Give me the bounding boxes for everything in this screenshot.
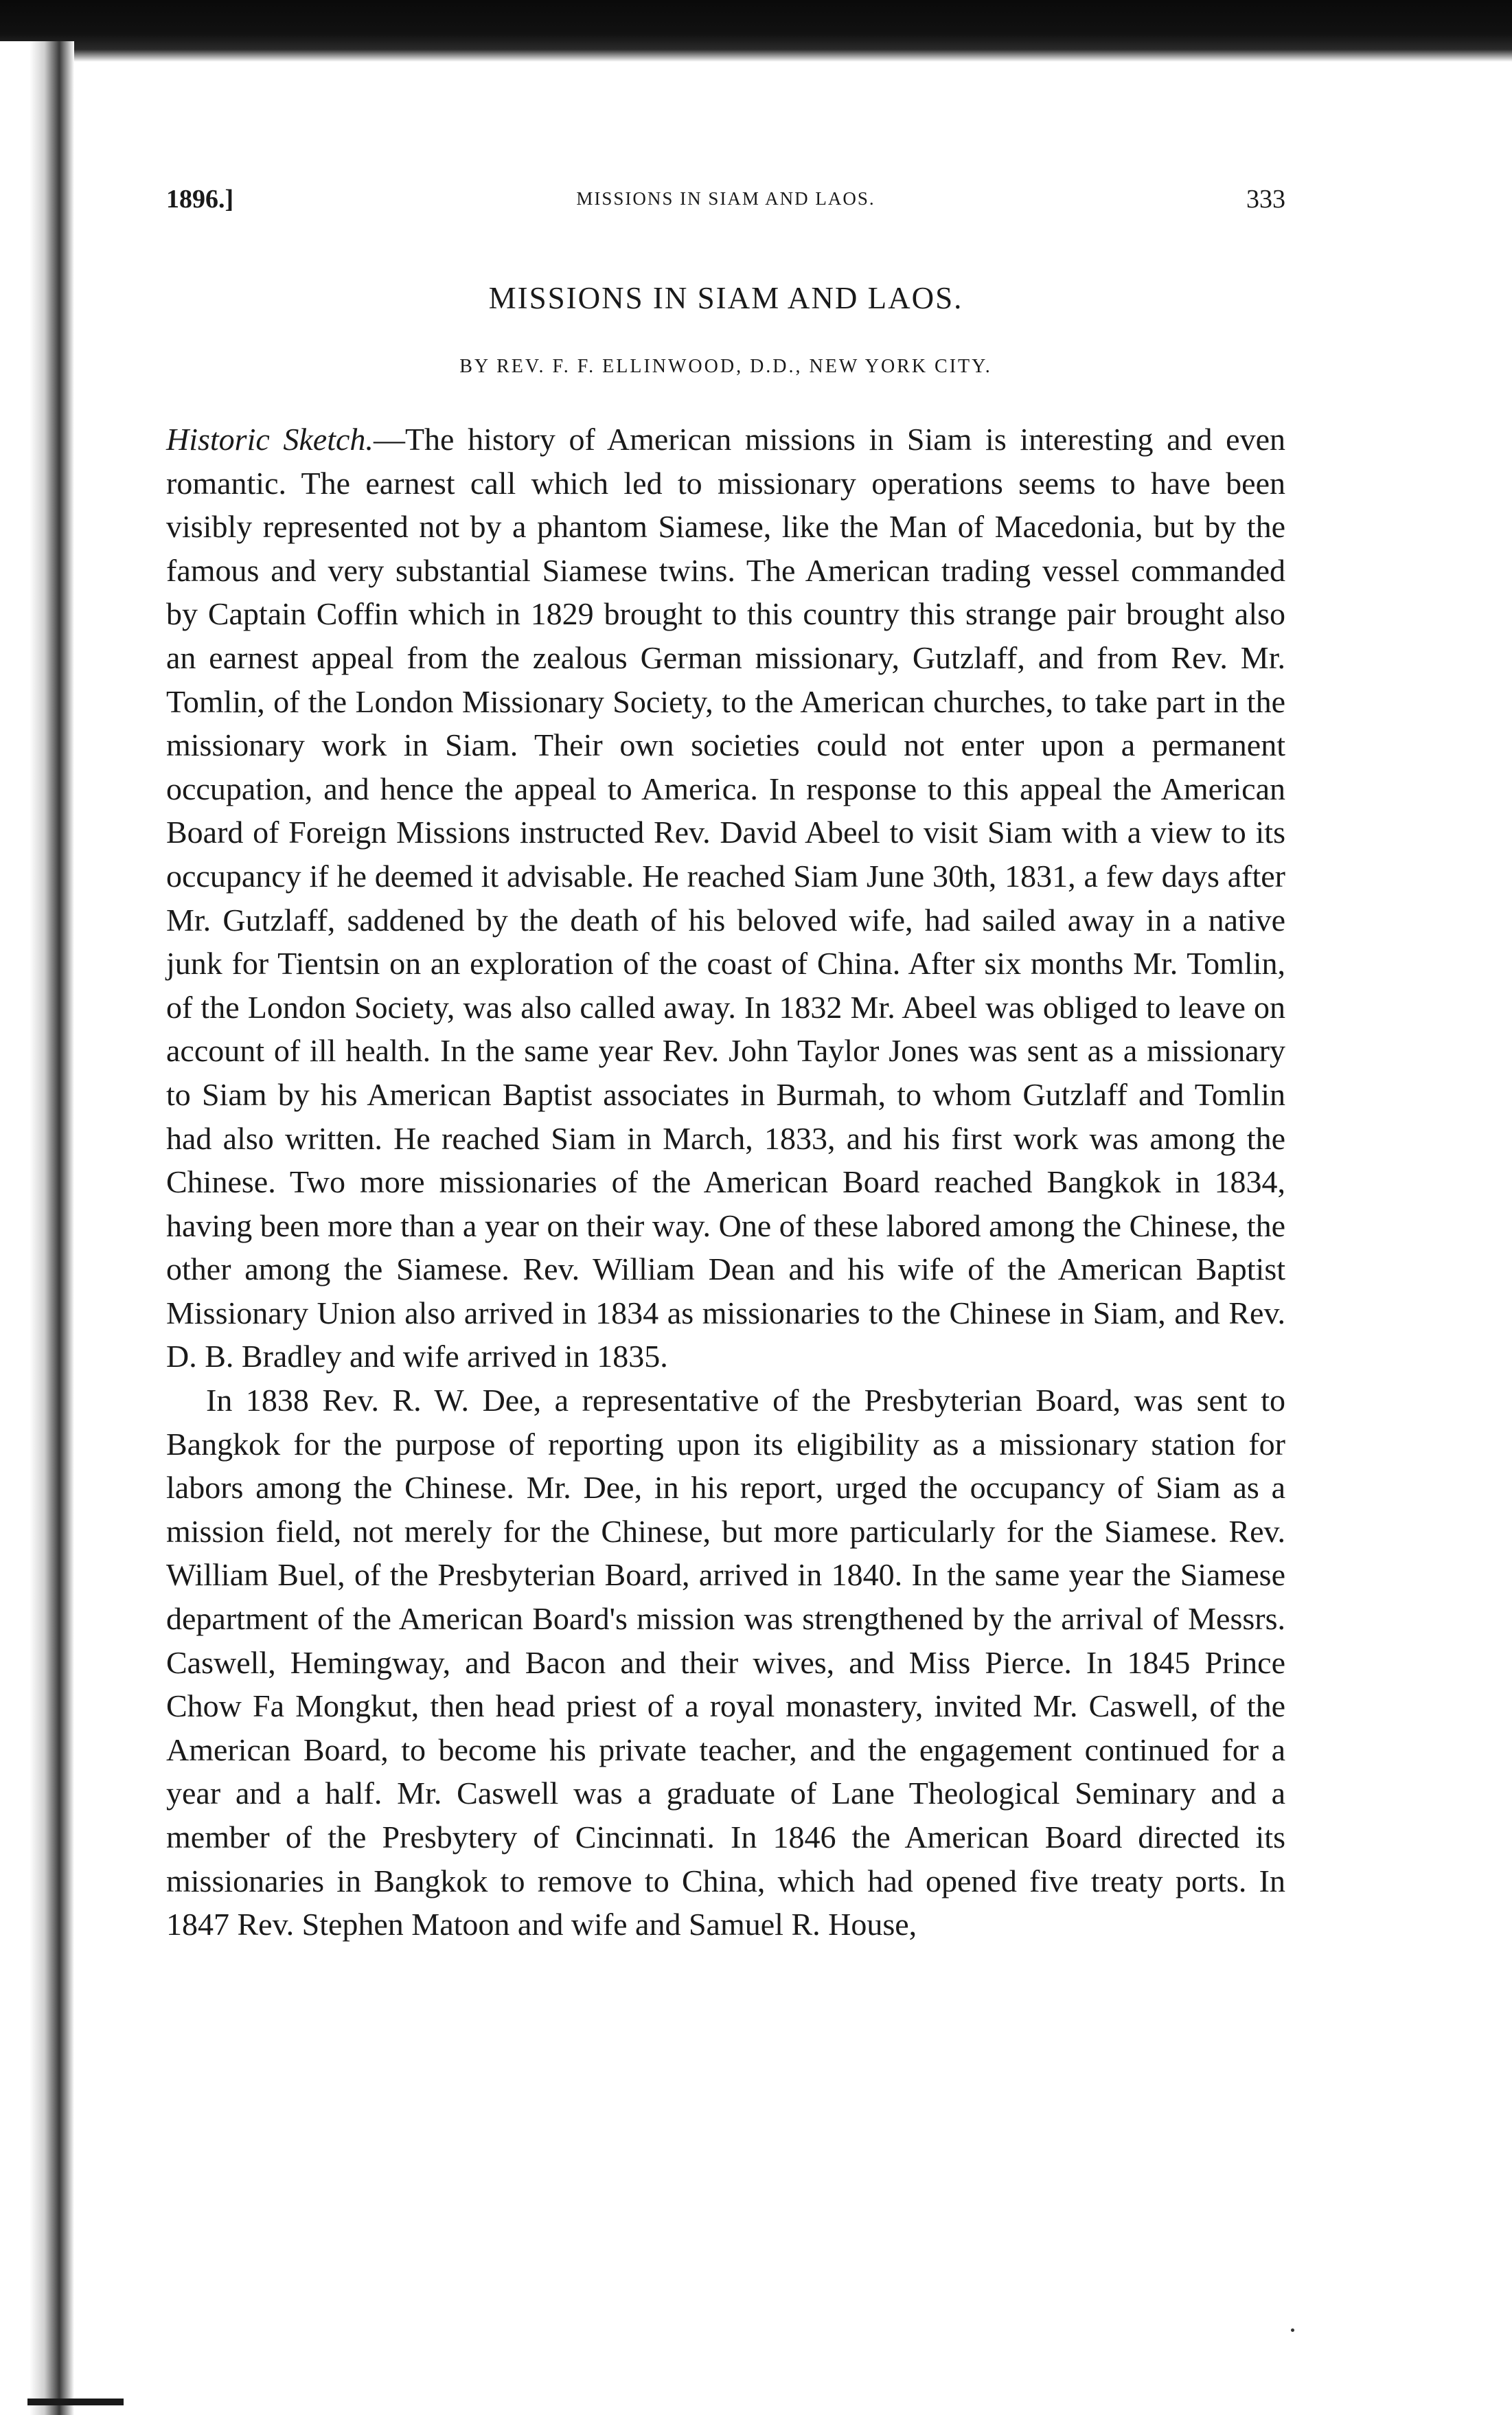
paragraph-1: [166, 418, 1285, 1379]
paragraph-1-lead-in: Historic Sketch.: [166, 422, 374, 457]
scan-binding-edge: [0, 41, 74, 2415]
running-head-year: 1896.]: [166, 185, 234, 214]
article-byline: BY REV. F. F. ELLINWOOD, D.D., NEW YORK CITY.: [459, 356, 992, 377]
paragraph-1-text: —The history of American missions in Siam is interesting and even romantic. The earnest call which led to missionary operations seems to have been visibly represented not by a phantom Siamese, like the Man of Macedonia, but by the famous and very substantial Siamese twins. The American trading vessel commanded by Captain Coffin which in 1829 brought to this country this strange pair brought also an earnest appeal from the zealous German missionary, Gutzlaff, and from Rev. Mr. Tomlin, of the London Missionary Society, to the American churches, to take part in the missionary work in Siam. Their own societies could not enter upon a permanent occupation, and hence the appeal to America. In response to this appeal the American Board of Foreign Missions instructed Rev. David Abeel to visit Siam with a view to its occupancy if he deemed it advisable. He reached Siam June 30th, 1831, a few days after Mr. Gutzlaff, saddened by the death of his beloved wife, had sailed away in a native junk for Tientsin on an exploration of the coast of China. After six months Mr. Tomlin, of the London Society, was also called away. In 1832 Mr. Abeel was obliged to leave on account of ill health. In the same year Rev. John Taylor Jones was sent as a missionary to Siam by his American Baptist associates in Burmah, to whom Gutzlaff and Tomlin had also written. He reached Siam in March, 1833, and his first work was among the Chinese. Two more missionaries of the American Board reached Bangkok in 1834, having been more than a year on their way. One of these labored among the Chinese, the other among the Siamese. Rev. William Dean and his wife of the American Baptist Missionary Union also arrived in 1834 as missionaries to the Chinese in Siam, and Rev. D. B. Bradley and wife arrived in 1835.: [166, 422, 1286, 1374]
paragraph-2-text: In 1838 Rev. R. W. Dee, a representative of the Presbyterian Board, was sent to Bangkok for the purpose of reporting upon its eligibility as a missionary station for labors among the Chinese. Mr. Dee, in his report, urged the occupancy of Siam as a mission field, not merely for the Chinese, but more particularly for the Siamese. Rev. William Buel, of the Presbyterian Board, arrived in 1840. In the same year the Siamese department of the American Board's mission was strengthened by the arrival of Messrs. Caswell, Hemingway, and Bacon and their wives, and Miss Pierce. In 1845 Prince Chow Fa Mongkut, then head priest of a royal monastery, invited Mr. Caswell, of the American Board, to become his private teacher, and the engagement continued for a year and a half. Mr. Caswell was a graduate of Lane Theological Seminary and a member of the Presbytery of Cincinnati. In 1846 the American Board directed its missionaries in Bangkok to remove to China, which had opened five treaty ports. In 1847 Rev. Stephen Matoon and wife and Samuel R. House,: [166, 1383, 1285, 1942]
article-title: MISSIONS IN SIAM AND LAOS.: [488, 281, 963, 315]
running-head: [166, 184, 1285, 225]
running-head-title: MISSIONS IN SIAM AND LAOS.: [576, 188, 875, 209]
scan-bottom-mark: [27, 2399, 124, 2405]
scan-speck: [1291, 2328, 1294, 2332]
article-body: [166, 418, 1285, 1947]
page-number: 333: [1246, 185, 1285, 214]
paragraph-2: [166, 1379, 1285, 1947]
scan-top-edge: [0, 0, 1512, 62]
